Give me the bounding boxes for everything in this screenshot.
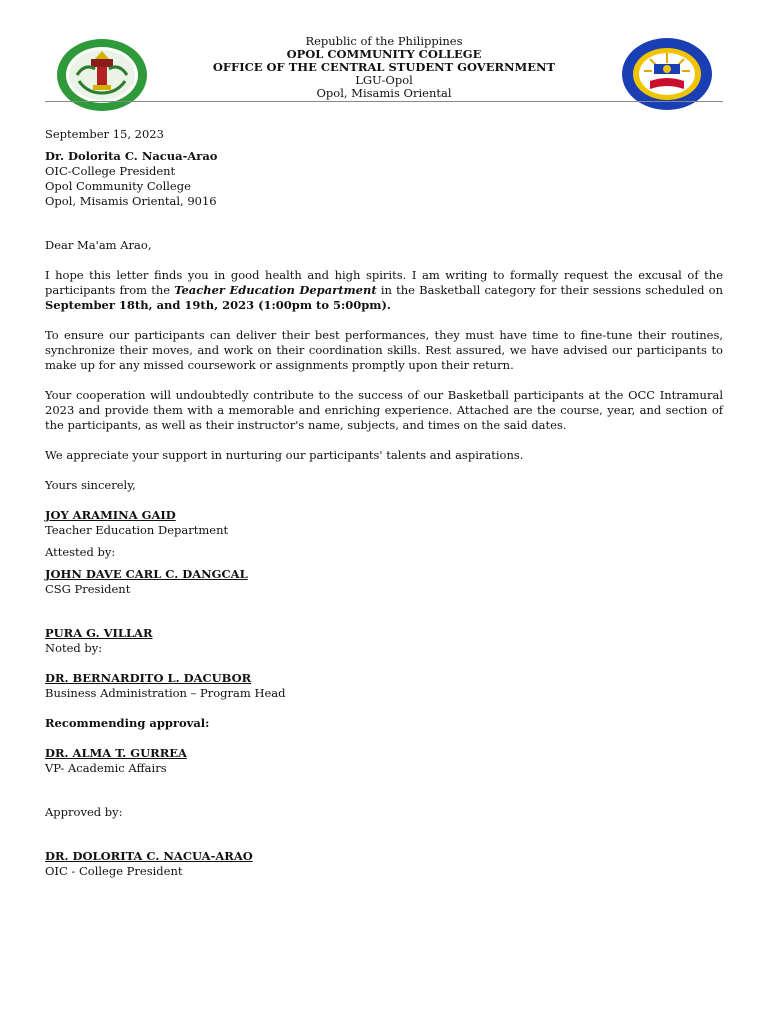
noted-label: Noted by: bbox=[45, 641, 103, 655]
salutation: Dear Ma'am Arao, bbox=[45, 238, 152, 252]
recommending-label: Recommending approval: bbox=[45, 716, 210, 730]
paragraph-4: We appreciate your support in nurturing our participants' talents and aspirations. bbox=[45, 448, 524, 462]
signatory-1-name: JOY ARAMINA GAID bbox=[45, 508, 176, 522]
header-divider bbox=[45, 101, 723, 102]
paragraph-3: Your cooperation will undoubtedly contribute to the success of our Basketball participants at the OCC Intramural 2023 and provide them with a memorable and enriching experience. Attached are the course, year, and section of the participants, as well as their instructor's name, subjects, and times on the said dates. bbox=[45, 388, 723, 432]
signatory-6-title: OIC - College President bbox=[45, 864, 183, 878]
signatory-2-name: JOHN DAVE CARL C. DANGCAL bbox=[45, 567, 248, 581]
letter-date: September 15, 2023 bbox=[45, 127, 164, 141]
letterhead-country: Republic of the Philippines bbox=[305, 34, 463, 48]
letterhead bbox=[180, 35, 588, 100]
recipient-name: Dr. Dolorita C. Nacua-Arao bbox=[45, 149, 218, 163]
letterhead-college: OPOL COMMUNITY COLLEGE bbox=[286, 47, 482, 61]
letter-body bbox=[45, 127, 723, 879]
attested-label: Attested by: bbox=[45, 545, 116, 559]
signatory-1-title: Teacher Education Department bbox=[45, 523, 229, 537]
department-name: Teacher Education Department bbox=[174, 283, 377, 297]
letterhead-lgu: LGU-Opol bbox=[355, 73, 413, 87]
approved-label: Approved by: bbox=[45, 805, 123, 819]
signatory-5-title: VP- Academic Affairs bbox=[45, 761, 167, 775]
paragraph-2: To ensure our participants can deliver their best performances, they must have time to fine-tune their routines, synchronize their moves, and work on their coordination skills. Rest assured, we have advised our participants to make up for any missed coursework or assignments promptly upon their return. bbox=[45, 328, 723, 372]
signatory-3-name: PURA G. VILLAR bbox=[45, 626, 153, 640]
college-seal-logo bbox=[620, 37, 714, 111]
letterhead-address: Opol, Misamis Oriental bbox=[316, 86, 452, 100]
event-dates: September 18th, and 19th, 2023 (1:00pm to 5:00pm). bbox=[45, 298, 391, 312]
signatory-6-name: DR. DOLORITA C. NACUA-ARAO bbox=[45, 849, 253, 863]
signatory-4-name: DR. BERNARDITO L. DACUBOR bbox=[45, 671, 252, 685]
letterhead-office: OFFICE OF THE CENTRAL STUDENT GOVERNMENT bbox=[212, 60, 556, 74]
signatory-2-title: CSG President bbox=[45, 582, 131, 596]
signatory-4-title: Business Administration – Program Head bbox=[45, 686, 286, 700]
signatory-5-name: DR. ALMA T. GURREA bbox=[45, 746, 187, 760]
recipient-address: Opol, Misamis Oriental, 9016 bbox=[45, 194, 217, 208]
recipient-org: Opol Community College bbox=[45, 179, 191, 193]
closing: Yours sincerely, bbox=[45, 478, 136, 492]
recipient-title: OIC-College President bbox=[45, 164, 176, 178]
paragraph-1: I hope this letter finds you in good health and high spirits. I am writing to formally request the excusal of the participants from the Teacher Education Department in the Basketball category for their sessions scheduled on September 18th, and 19th, 2023 (1:00pm to 5:00pm). bbox=[45, 268, 723, 312]
